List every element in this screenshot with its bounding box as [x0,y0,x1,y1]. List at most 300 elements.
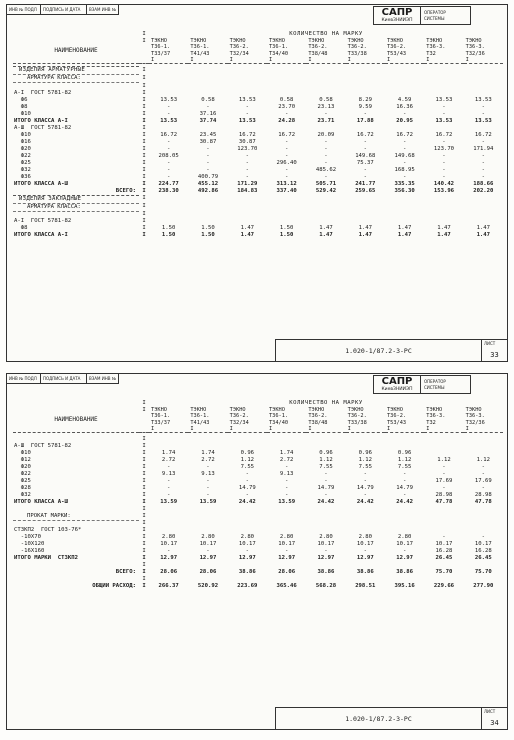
row-name: ОБЩИЙ РАСХОД: [92,583,136,590]
value-cell: 13.53 [160,117,178,124]
value-cell [424,443,463,450]
value-cell: 1.47 [240,225,255,232]
value-cell [267,218,306,225]
value-cell: 8.29 [358,96,373,103]
sheet-label: ЛИСТ [484,709,496,714]
value-cell: 24.42 [356,498,374,505]
row-bar: I [142,110,146,117]
column-header-line: Т36-1. [190,413,210,420]
value-cell [424,125,463,132]
value-cell: - [206,477,210,484]
column-header [228,38,267,64]
value-cell: 23.13 [317,103,335,110]
column-header-line: Т32/36 [465,419,485,426]
value-cell: 492.86 [197,187,219,194]
table-row [13,478,503,485]
row-bar: I [142,74,146,81]
value-cell [464,443,503,450]
table-row [13,160,503,167]
spacer-row [13,506,503,513]
value-cell: 1.47 [319,232,333,239]
row-name: Ф10 [14,131,31,138]
value-cell: - [481,159,485,166]
column-header-bar: I [229,425,233,432]
value-cell: 2.72 [279,456,294,463]
value-cell: 1.12 [319,456,333,463]
row-bar: I [142,520,146,527]
operator-box: ОПЕРАТОР СИСТЕМЫ [421,375,471,394]
value-cell: 2.80 [319,534,333,541]
section-title: ИЗДЕЛИЯ АРМАТУРНЫЕ [13,67,139,75]
value-cell [385,443,424,450]
column-header [346,407,385,433]
header-row-title [13,31,503,38]
sapr-subtitle: КиевЗНИИЭП [381,387,413,392]
value-cell: 455.12 [197,180,219,187]
approval-stamp [7,5,119,15]
row-bar: I [142,442,146,449]
row-name: Ф25 [14,159,31,166]
column-header-line: ТЭКНО [386,38,403,44]
spacer-cell [149,506,503,513]
operator-box: ОПЕРАТОР СИСТЕМЫ [421,6,471,25]
column-header-bar: I [465,425,469,432]
column-header-line: Т41/43 [190,50,210,57]
column-header-line: Т38/48 [308,50,328,57]
column-header-line: Т36-3. [426,44,446,51]
column-header-line: ТЭКНО [347,38,364,44]
value-cell: 28.98 [474,491,492,498]
value-cell: - [402,110,407,117]
value-cell: 13.59 [199,498,217,505]
spacer-row [13,83,503,90]
row-name: Ф12 [14,456,31,463]
value-cell: - [206,548,210,555]
table-row [13,139,503,146]
column-header-line: Т36-1. [190,44,210,51]
value-cell: 149.68 [355,152,376,159]
subtotal-row [13,232,503,239]
column-header-line: ТЭКНО [426,38,443,44]
row-bar: I [142,225,146,232]
value-cell: 1.50 [201,225,215,232]
column-header-line: Т36-1. [268,44,289,51]
system-logo-block [373,375,471,394]
table-row [13,125,503,132]
value-cell: 184.83 [237,187,258,194]
column-header-line: Т53/43 [386,419,407,426]
value-cell: - [402,145,407,152]
value-cell: - [166,491,171,498]
value-cell: - [324,491,328,498]
quantity-table [13,31,503,239]
row-bar: I [142,195,146,202]
value-cell: 24.42 [396,498,414,505]
spacer-row [13,520,503,527]
column-header [464,407,503,433]
value-cell [424,450,463,457]
column-header [424,38,463,64]
value-cell: 28.06 [278,569,296,576]
value-cell: 10.17 [317,541,335,548]
value-cell: - [206,491,210,498]
value-cell: - [206,159,210,166]
value-cell: - [442,166,446,173]
row-bar: I [142,166,146,173]
column-header [385,407,424,433]
value-cell: - [402,470,407,477]
value-cell: - [284,145,289,152]
value-cell: - [481,534,485,541]
column-header-bar: I [308,56,312,63]
column-header-line: Т32/36 [465,50,485,57]
value-cell: - [245,152,249,159]
value-cell: - [166,110,171,117]
column-header-bar: I [386,56,391,63]
value-cell: - [442,159,446,166]
row-bar: I [142,89,146,96]
value-cell: 0.96 [240,449,255,456]
value-cell [149,218,188,225]
value-cell [306,125,345,132]
value-cell: 16.36 [396,103,414,110]
row-bar: I [142,82,146,89]
value-cell: 520.92 [197,583,219,590]
column-header-line: ТЭКНО [229,407,246,413]
table-row [13,104,503,111]
sheet-number-box [481,707,507,729]
subsection-row [13,513,503,521]
sheet-number: 33 [490,351,499,359]
value-cell: 2.80 [201,534,215,541]
row-name: ИТОГО МАРКИ СТЗКП2 [14,555,78,562]
spacer-row [13,562,503,569]
value-cell: 2.80 [279,534,294,541]
column-header-line: Т36-2. [386,413,407,420]
value-cell: 335.35 [394,180,415,187]
row-name: Ф32 [14,491,31,498]
table-row [13,132,503,139]
table-row [13,153,503,160]
column-header-bar: I [347,425,351,432]
value-cell: 37.74 [199,117,217,124]
value-cell: 12.97 [160,555,178,562]
value-cell: 30.87 [238,138,256,145]
column-header [267,38,306,64]
row-bar: I [142,117,146,124]
value-cell: - [166,548,171,555]
column-header-line: Т36-1. [151,44,171,51]
row-bar: I [142,187,146,194]
table-head [13,31,503,67]
value-cell: 9.13 [161,470,176,477]
row-name: ВСЕГО: [115,569,136,576]
title-block [275,707,507,729]
spacer-cell [149,436,503,443]
value-cell: 16.72 [435,131,453,138]
quantity-table-wrap [13,31,503,239]
quantity-table-wrap [13,400,503,590]
header-blank [13,400,139,407]
value-cell: - [324,470,328,477]
column-header [464,38,503,64]
value-cell: - [363,138,367,145]
column-header [346,38,385,64]
table-row [13,450,503,457]
row-bar: I [142,491,146,498]
table-row [13,548,503,555]
column-header-bar: I [151,425,155,432]
value-cell: 13.53 [238,117,256,124]
column-header-bar: I [190,425,194,432]
value-cell: 13.53 [435,117,453,124]
column-header-line: Т32 [426,50,436,57]
value-cell: - [324,145,328,152]
value-cell [424,527,463,534]
value-cell: - [284,110,289,117]
value-cell: - [284,173,289,180]
column-header [149,407,188,433]
column-header-line: Т34/40 [268,419,289,426]
document-code: 1.020-1/87.2-3-РС [275,339,481,361]
value-cell: 24.28 [278,117,296,124]
row-name: Ф10 [14,110,31,117]
value-cell: - [284,491,289,498]
row-bar: I [142,173,146,180]
value-cell: 1.47 [437,232,451,239]
value-cell: - [284,548,289,555]
row-name: ИТОГО КЛАССА А-Ш [14,498,68,505]
value-cell: 365.46 [276,583,297,590]
row-bar: I [142,124,146,131]
row-bar: I [142,548,146,555]
value-cell [424,90,463,97]
row-bar: I [142,449,146,456]
value-cell: 24.42 [238,498,256,505]
value-cell: 313.12 [276,180,297,187]
column-header-line: ТЭКНО [308,38,325,44]
value-cell [346,527,385,534]
column-header-line: ТЭКНО [465,38,482,44]
value-cell: 16.72 [356,131,374,138]
row-bar: I [142,103,146,110]
value-cell: - [481,463,485,470]
value-cell: 24.42 [317,498,335,505]
value-cell [385,90,424,97]
column-header-line: Т36-1. [151,413,171,420]
value-cell [464,125,503,132]
subsection-title: АРМАТУРА КЛАССА: [13,203,139,211]
column-header-line: Т36-3. [426,413,446,420]
value-cell: 1.50 [201,232,215,239]
value-cell: 229.66 [433,583,455,590]
value-cell: 75.70 [474,569,492,576]
value-cell: 1.50 [279,225,294,232]
value-cell: - [363,110,367,117]
value-cell [346,443,385,450]
value-cell: 26.45 [435,555,453,562]
row-bar: I [142,145,146,152]
spacer-cell [149,211,503,218]
value-cell: - [245,173,249,180]
value-cell [267,90,306,97]
value-cell: 38.86 [317,569,335,576]
value-cell: 0.58 [201,96,215,103]
column-header-bar: I [426,56,430,63]
value-cell: 20.09 [317,131,335,138]
column-header-line: ТЭКНО [190,407,207,413]
value-cell: 10.17 [160,541,178,548]
row-name: Ф20 [14,145,31,152]
value-cell: 16.72 [278,131,296,138]
value-cell: - [363,470,367,477]
value-cell: - [324,548,328,555]
table-row [13,97,503,104]
row-name: Ф8 [14,225,28,232]
value-cell [464,527,503,534]
row-name: Ф6 [14,96,28,103]
value-cell: 10.17 [199,541,217,548]
row-bar: I [142,534,146,541]
value-cell [306,218,345,225]
value-cell: 14.79 [356,484,374,491]
value-cell: 1.47 [397,232,412,239]
subsection-title: ПРОКАТ МАРКИ: [13,513,139,521]
row-bar: I [142,203,146,210]
value-cell: 259.65 [355,187,376,194]
value-cell: 13.53 [474,117,492,124]
sheet-number-box [481,339,507,361]
table-row [13,464,503,471]
value-cell [306,90,345,97]
value-cell: 28.06 [160,569,178,576]
value-cell: 17.69 [435,477,453,484]
value-cell: 1.50 [161,225,176,232]
table-body [13,436,503,591]
column-header-line: Т36-3. [465,413,485,420]
column-header-line: ТЭКНО [151,38,167,44]
row-bar: I [142,138,146,145]
value-cell: 16.28 [435,548,453,555]
value-cell: 38.86 [396,569,414,576]
column-header-line: Т34/40 [268,50,289,57]
value-cell: - [284,484,289,491]
spacer-row [13,436,503,443]
table-row [13,457,503,464]
name-header: НАИМЕНОВАНИЕ [54,416,98,424]
table-row [13,111,503,118]
column-header-line: Т41/43 [190,419,210,426]
value-cell: - [206,166,210,173]
header-row-columns [13,407,503,433]
value-cell: 298.51 [355,583,376,590]
column-header [228,407,267,433]
column-header-line: Т36-2. [386,44,407,51]
row-name: Ф20 [14,463,31,470]
table-row [13,492,503,499]
spacer-cell [13,576,139,583]
spacer-cell [149,562,503,569]
grand-total-row [13,583,503,590]
qty-title: КОЛИЧЕСТВО НА МАРКУ [289,31,363,37]
value-cell: 10.17 [278,541,296,548]
value-cell: 0.96 [358,449,373,456]
value-cell: - [324,152,328,159]
value-cell: 13.53 [238,96,256,103]
value-cell: - [284,138,289,145]
table-row [13,534,503,541]
header-blank [13,31,139,38]
value-cell: 395.16 [394,583,415,590]
value-cell: - [166,103,171,110]
sheet-label: ЛИСТ [484,341,496,346]
qty-title: КОЛИЧЕСТВО НА МАРКУ [289,400,363,406]
value-cell [188,443,227,450]
value-cell: - [363,491,367,498]
value-cell [464,90,503,97]
value-cell: 14.79 [238,484,256,491]
column-header [385,38,424,64]
value-cell: 2.80 [358,534,373,541]
column-header-line: ТЭКНО [308,407,325,413]
value-cell [346,218,385,225]
spacer-cell [13,562,139,569]
row-bar: I [142,218,146,225]
value-cell: - [245,477,249,484]
value-cell: 1.47 [397,225,412,232]
value-cell: - [166,477,171,484]
row-bar: I [142,159,146,166]
value-cell: 1.12 [358,456,373,463]
spacer-row [13,576,503,583]
stamp-cell-sign: ПОДПИСЬ И ДАТА [41,5,87,15]
system-logo-block [373,6,471,25]
column-header-line: ТЭКНО [229,38,246,44]
row-name: А-I ГОСТ 5781-82 [14,89,72,96]
spacer-cell [13,83,139,90]
value-cell [228,125,267,132]
value-cell: - [245,103,249,110]
table-head [13,400,503,436]
value-cell: 168.95 [394,166,415,173]
value-cell [149,90,188,97]
value-cell: 1.12 [437,456,451,463]
column-header [267,407,306,433]
subsection-row [13,203,503,211]
value-cell [306,443,345,450]
row-bar: I [142,211,146,218]
sheet-number: 34 [490,719,499,727]
row-bar: I [142,96,146,103]
value-cell: 12.97 [238,555,256,562]
value-cell: 337.40 [276,187,297,194]
table-row [13,541,503,548]
row-bar: I [142,569,146,576]
value-cell: - [481,152,485,159]
value-cell: - [481,103,485,110]
value-cell: 266.37 [158,583,179,590]
value-cell: 400.79 [197,173,219,180]
value-cell: - [206,463,210,470]
column-header-line: Т36-2. [308,413,328,420]
stamp-cell-inv: ИНВ № ПОДЛ [7,374,41,384]
spacer-cell [13,211,139,218]
column-header-line: Т36-2. [229,413,249,420]
value-cell: - [166,166,171,173]
row-name: Ф8 [14,103,28,110]
value-cell: - [363,548,367,555]
column-header-line: Т32/34 [229,419,249,426]
